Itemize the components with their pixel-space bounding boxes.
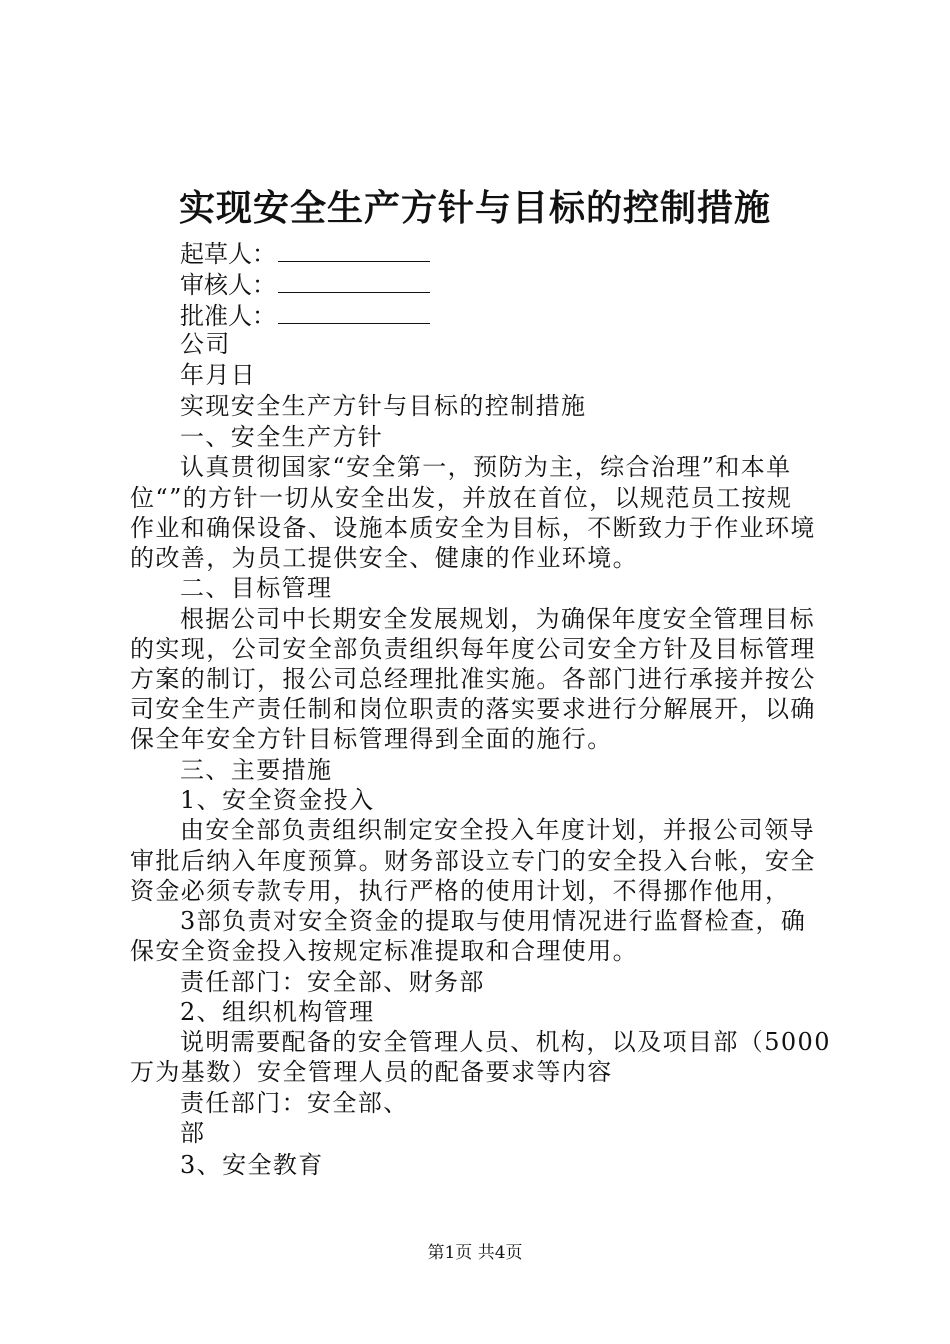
reviewer-blank bbox=[278, 270, 430, 293]
page-number-footer: 第1页 共4页 bbox=[427, 1243, 523, 1263]
subtitle-line: 实现安全生产方针与目标的控制措施 bbox=[180, 392, 587, 420]
approver-field bbox=[180, 301, 430, 331]
responsible-dept-line: 责任部门：安全部、财务部 bbox=[180, 968, 485, 996]
paragraph-line: 说明需要配备的安全管理人员、机构，以及项目部（5000 bbox=[180, 1028, 831, 1056]
paragraph-line: 位“”的方针一切从安全出发，并放在首位，以规范员工按规 bbox=[130, 484, 793, 512]
paragraph-line: 资金必须专款专用，执行严格的使用计划，不得挪作他用， bbox=[130, 877, 791, 905]
reviewer-label: 审核人： bbox=[180, 271, 276, 299]
drafter-label: 起草人： bbox=[180, 240, 276, 268]
subsection-heading: 3、安全教育 bbox=[180, 1151, 324, 1179]
paragraph-line: 方案的制订，报公司总经理批准实施。各部门进行承接并按公 bbox=[130, 665, 816, 693]
section-heading: 三、主要措施 bbox=[180, 756, 333, 784]
paragraph-line: 保安全资金投入按规定标准提取和合理使用。 bbox=[130, 937, 638, 965]
paragraph-line: 的实现，公司安全部负责组织每年度公司安全方针及目标管理 bbox=[130, 635, 816, 663]
paragraph-line: 由安全部负责组织制定安全投入年度计划，并报公司领导 bbox=[180, 816, 815, 844]
drafter-blank bbox=[278, 239, 430, 262]
document-title: 实现安全生产方针与目标的控制措施 bbox=[178, 187, 771, 229]
section-heading: 一、安全生产方针 bbox=[180, 423, 384, 451]
approver-label: 批准人： bbox=[180, 302, 276, 330]
paragraph-line: 3部负责对安全资金的提取与使用情况进行监督检查，确 bbox=[180, 907, 807, 935]
paragraph-line: 司安全生产责任制和岗位职责的落实要求进行分解展开，以确 bbox=[130, 695, 816, 723]
paragraph-line: 根据公司中长期安全发展规划，为确保年度安全管理目标 bbox=[180, 605, 815, 633]
drafter-field bbox=[180, 239, 430, 269]
subsection-heading: 2、组织机构管理 bbox=[180, 998, 375, 1026]
paragraph-line: 保全年安全方针目标管理得到全面的施行。 bbox=[130, 725, 613, 753]
paragraph-line: 万为基数）安全管理人员的配备要求等内容 bbox=[130, 1058, 613, 1086]
paragraph-line: 的改善，为员工提供安全、健康的作业环境。 bbox=[130, 544, 638, 572]
section-heading: 二、目标管理 bbox=[180, 574, 333, 602]
paragraph-line: 作业和确保设备、设施本质安全为目标，不断致力于作业环境 bbox=[130, 514, 816, 542]
paragraph-line: 审批后纳入年度预算。财务部设立专门的安全投入台帐，安全 bbox=[130, 847, 816, 875]
paragraph-line: 认真贯彻国家“安全第一，预防为主，综合治理”和本单 bbox=[180, 453, 792, 481]
reviewer-field bbox=[180, 270, 430, 300]
responsible-dept-line: 责任部门：安全部、 bbox=[180, 1089, 409, 1117]
approver-blank bbox=[278, 301, 430, 324]
date-line: 年月日 bbox=[180, 361, 257, 389]
company-line: 公司 bbox=[180, 330, 231, 358]
paragraph-line: 部 bbox=[180, 1119, 206, 1147]
subsection-heading: 1、安全资金投入 bbox=[180, 786, 375, 814]
